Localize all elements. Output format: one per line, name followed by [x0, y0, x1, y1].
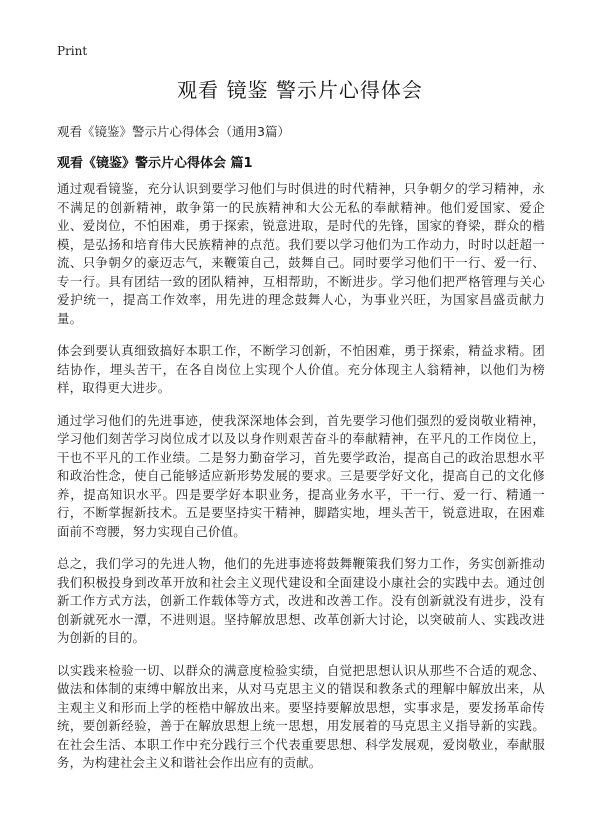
document-subtitle: 观看《镜鉴》警示片心得体会（通用3篇） [57, 124, 290, 139]
paragraph: 通过学习他们的先进事迹，使我深深地体会到，首先要学习他们强烈的爱岗敬业精神，学习他们刻苦学习岗位成才以及以身作则艰苦奋斗的奉献精神，在平凡的工作岗位上，干也不平凡的工作业绩。二是努力勤奋学习，首先要学政治，提高自己的政治思想水平和政治性念，使自己能够适应新形势发展的要求。三是要学好文化，提高自己的文化修养，提高知识水平。四是要学好本职业务，提高业务水平，干一行、爱一行、精通一行，不断掌握新技术。五是要坚持实干精神，脚踏实地，埋头苦干，锐意进取，在困难面前不弯腰，努力实现自己价值。 [57, 412, 545, 539]
document-title: 观看 镜鉴 警示片心得体会 [177, 78, 423, 102]
section-heading: 观看《镜鉴》警示片心得体会 篇1 [57, 156, 253, 171]
paragraph: 体会到要认真细致搞好本职工作，不断学习创新，不怕困难，勇于探索，精益求精。团结协作，埋头苦干，在各自岗位上实现个人价值。充分体现主人翁精神，以他们为榜样，取得更大进步。 [57, 343, 545, 395]
paragraph: 总之，我们学习的先进人物，他们的先进事迹将鼓舞鞭策我们努力工作，务实创新推动我们积极投身到改革开放和社会主义现代建设和全面建设小康社会的实践中去。通过创新工作方式方法，创新工作载体等方式，改进和改善工作。没有创新就没有进步，没有创新就死水一潭，不进则退。坚持解放思想、改革创新大讨论，以突破前人、实践改进为创新的目的。 [57, 556, 545, 645]
print-label[interactable]: Print [57, 44, 88, 58]
paragraph: 以实践来检验一切、以群众的满意度检验实绩，自觉把思想认识从那些不合适的观念、做法和体制的束缚中解放出来，从对马克思主义的错误和教条式的理解中解放出来，从主观主义和形而上学的桎梏中解放出来。要坚持要解放思想，实事求是，要发扬革命传统，要创新经验，善于在解放思想上统一思想，用发展着的马克思主义指导新的实践。在社会生活、本职工作中充分践行三个代表重要思想、科学发展观，爱岗敬业，奉献服务，为构建社会主义和谐社会作出应有的贡献。 [57, 662, 545, 770]
article-body [57, 180, 545, 787]
paragraph: 通过观看镜鉴，充分认识到要学习他们与时俱进的时代精神，只争朝夕的学习精神，永不满足的创新精神，敢争第一的民族精神和大公无私的奉献精神。他们爱国家、爱企业、爱岗位，不怕困难，勇于探索，锐意进取，是时代的先锋，国家的脊梁，群众的楷模，是弘扬和培育伟大民族精神的点范。我们要以学习他们为工作动力，时时以赶超一流、只争朝夕的豪迈志气，来鞭策自己，鼓舞自己。同时要学习他们干一行、爱一行、专一行。具有团结一致的团队精神，互相帮助，不断进步。学习他们把严格管理与关心爱护统一，提高工作效率，用先进的理念鼓舞人心，为事业兴旺，为国家昌盛贡献力量。 [57, 181, 545, 326]
